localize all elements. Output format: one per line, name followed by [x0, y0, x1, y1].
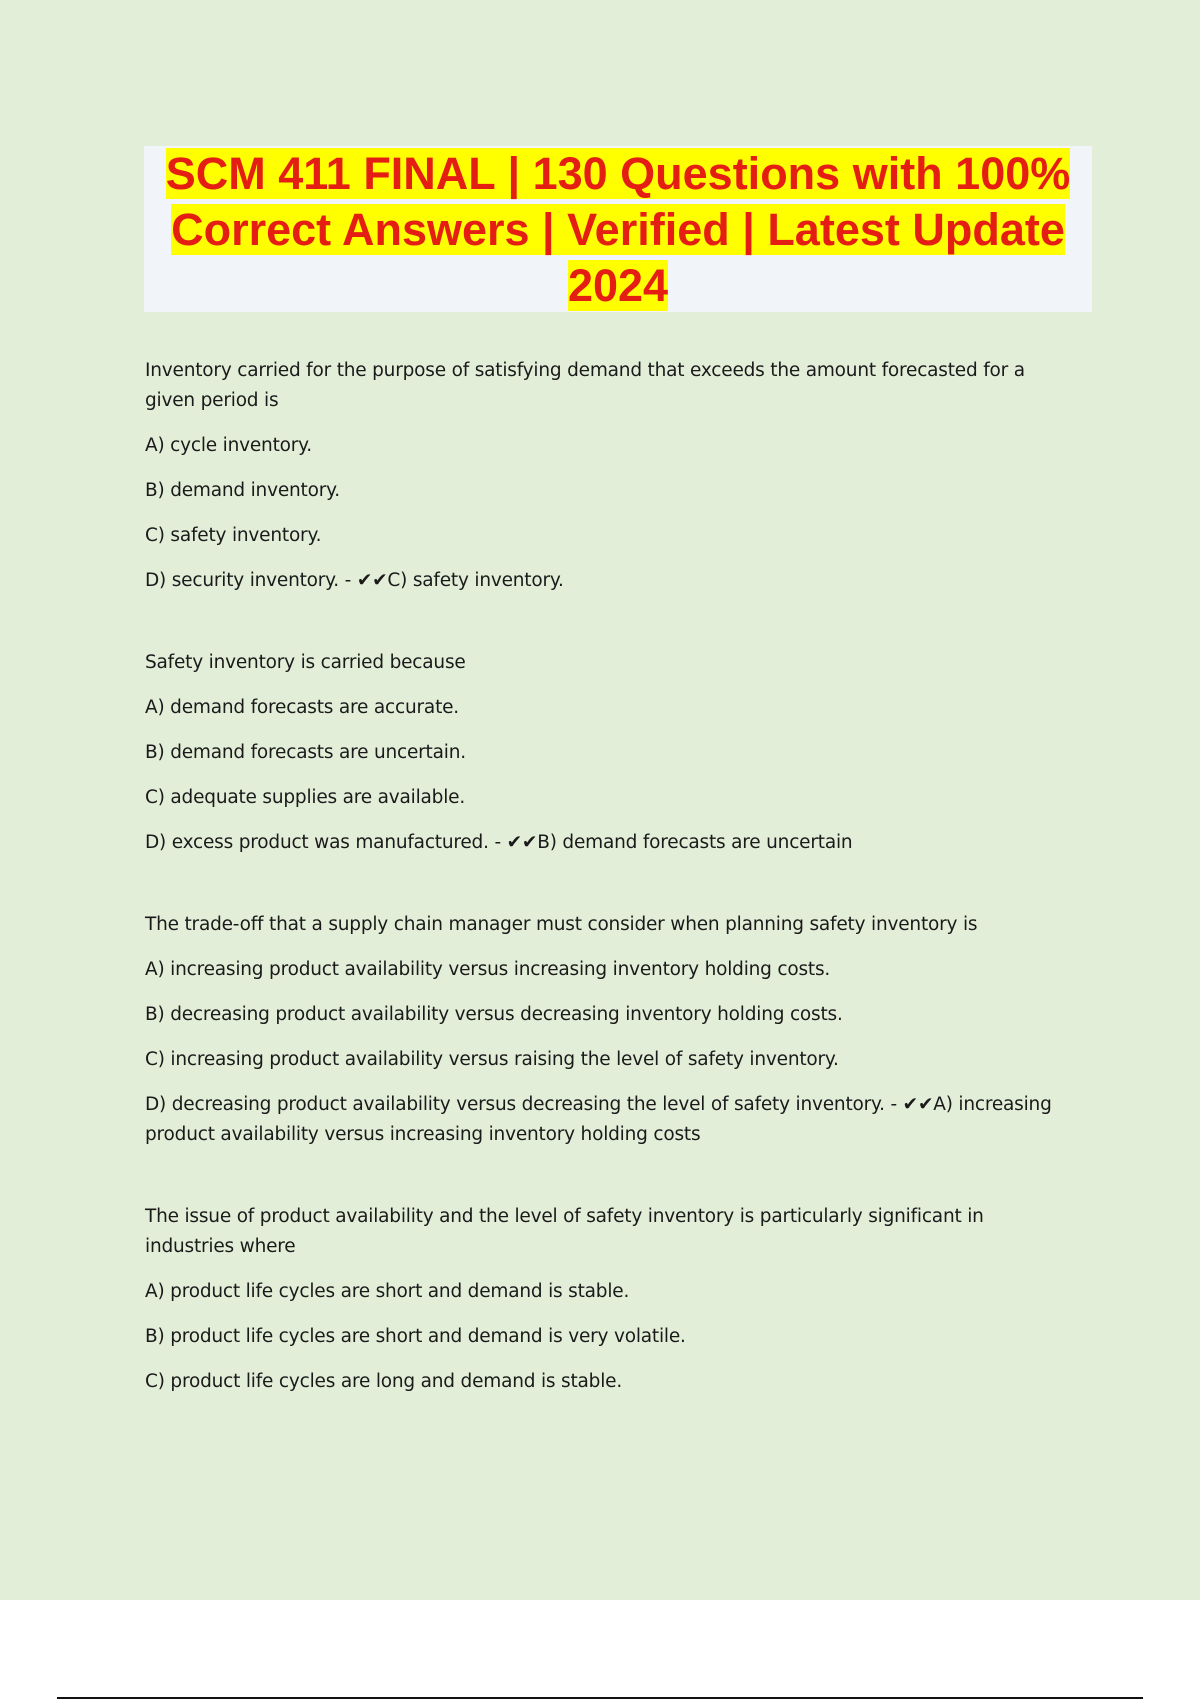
question-text: Safety inventory is carried because: [145, 652, 466, 673]
option-d-with-answer: D) decreasing product availability versus decreasing the level of safety inventory. - ✔✔A) increasing product availability versus increasing inventory holding costs: [145, 1094, 1052, 1145]
option-a: A) product life cycles are short and demand is stable.: [145, 1281, 630, 1302]
option-c: C) adequate supplies are available.: [145, 787, 466, 808]
option-c: C) increasing product availability versus raising the level of safety inventory.: [145, 1049, 839, 1070]
question-block: [145, 910, 1075, 1150]
question-list: [145, 356, 1075, 1449]
option-b: B) decreasing product availability versus decreasing inventory holding costs.: [145, 1004, 843, 1025]
question-text: The trade-off that a supply chain manager must consider when planning safety inventory is: [145, 914, 978, 935]
option-c: C) product life cycles are long and demand is stable.: [145, 1371, 622, 1392]
option-b: B) demand inventory.: [145, 480, 340, 501]
footer-divider: [57, 1697, 1143, 1699]
option-a: A) increasing product availability versus increasing inventory holding costs.: [145, 959, 831, 980]
option-b: B) product life cycles are short and demand is very volatile.: [145, 1326, 686, 1347]
option-a: A) cycle inventory.: [145, 435, 312, 456]
question-block: [145, 648, 1075, 858]
option-d-with-answer: D) excess product was manufactured. - ✔✔B) demand forecasts are uncertain: [145, 832, 853, 853]
title-highlight: SCM 411 FINAL | 130 Questions with 100% Correct Answers | Verified | Latest Update 2024: [165, 148, 1071, 311]
question-block: [145, 1202, 1075, 1397]
document-title: [144, 146, 1092, 314]
question-text: Inventory carried for the purpose of satisfying demand that exceeds the amount forecasted for a given period is: [145, 360, 1025, 411]
question-text: The issue of product availability and the level of safety inventory is particularly significant in industries where: [145, 1206, 984, 1257]
question-block: [145, 356, 1075, 596]
option-d-with-answer: D) security inventory. - ✔✔C) safety inventory.: [145, 570, 564, 591]
title-box: [144, 146, 1092, 312]
option-a: A) demand forecasts are accurate.: [145, 697, 459, 718]
option-c: C) safety inventory.: [145, 525, 322, 546]
option-b: B) demand forecasts are uncertain.: [145, 742, 466, 763]
